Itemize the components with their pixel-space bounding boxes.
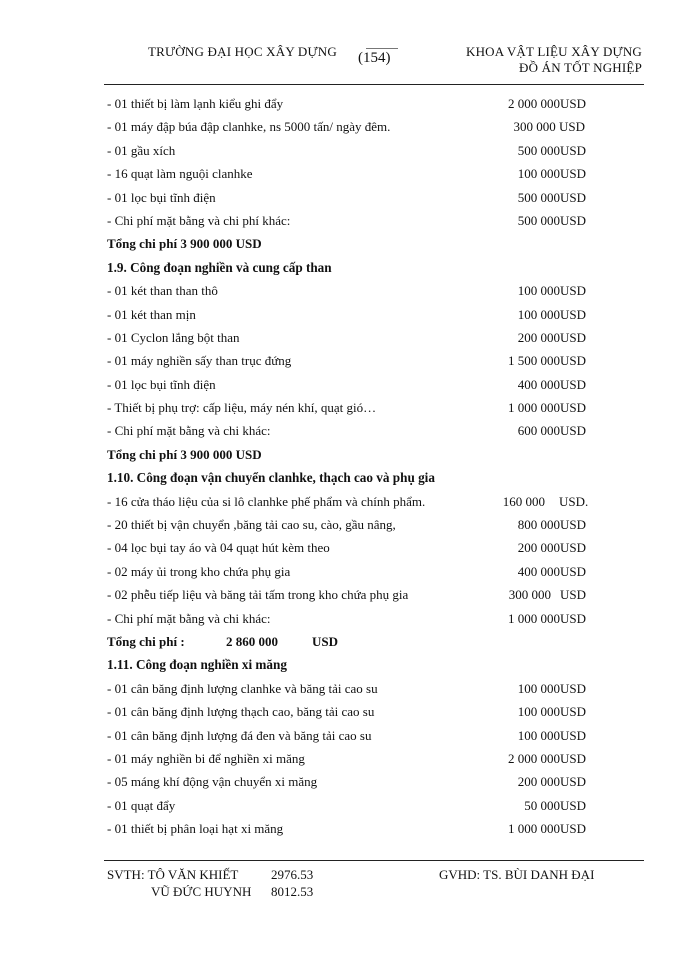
item-label: - Thiết bị phụ trợ: cấp liệu, máy nén khí, quạt gió… [107,400,377,416]
section-heading [107,653,607,676]
item-label: - 01 cân băng định lượng thạch cao, băng tải cao su [107,704,375,720]
cost-row [107,700,607,723]
cost-row [107,349,607,372]
item-label: - 01 két than than thô [107,283,218,299]
item-label: - 16 cửa tháo liệu của si lô clanhke phế phẩm và chính phẩm. [107,493,426,509]
cost-row [107,560,607,583]
item-amount: 200 000 [517,774,560,790]
item-amount: 1 500 000 [508,353,560,369]
cost-row [107,490,607,513]
item-label: - 01 Cyclon lắng bột than [107,329,240,345]
item-currency: USD [560,517,587,533]
document-body [107,92,607,841]
item-amount: 600 000 [517,423,560,439]
item-currency: USD [560,189,587,205]
item-label: - 01 thiết bị làm lạnh kiểu ghi đẩy [107,96,284,111]
page-footer [0,850,700,960]
cost-row [107,162,607,185]
student-label: SVTH: TÔ VĂN KHIẾT [107,867,239,882]
item-label: - 02 phễu tiếp liệu và băng tải tấm trong kho chứa phụ gia [107,587,409,603]
item-currency: USD [560,704,587,720]
faculty-name: KHOA VẬT LIỆU XÂY DỰNG [465,44,642,59]
page-header [0,0,700,90]
section-title: 1.10. Công đoạn vận chuyển clanhke, thạch cao và phụ gia [107,470,435,486]
item-label: - 01 két than mịn [107,306,196,322]
item-currency: USD [560,212,587,228]
student-code: 2976.53 [271,867,314,882]
item-currency: USD [560,680,587,696]
item-amount: 300 000 USD [513,119,585,135]
item-label: - 01 cân băng định lượng clanhke và băng tải cao su [107,680,378,696]
item-currency: USD [560,353,587,369]
item-currency: USD [560,423,587,439]
item-label: - Chi phí mặt bằng và chi khác: [107,423,271,439]
item-label: - 02 máy ủi trong kho chứa phụ gia [107,563,291,579]
item-currency: USD [560,797,587,813]
total-cost-currency: USD [312,633,339,649]
item-amount: 100 000 [517,704,560,720]
cost-row [107,186,607,209]
item-label: - 01 cân băng định lượng đá đen và băng tải cao su [107,727,372,743]
item-currency: USD. [559,493,589,509]
item-label: - Chi phí mặt bằng và chi phí khác: [107,212,291,228]
item-currency: USD [560,587,587,603]
item-amount: 160 000 [502,493,545,509]
item-amount: 100 000 [517,306,560,322]
cost-row [107,303,607,326]
item-currency: USD [560,610,587,626]
university-name: TRƯỜNG ĐẠI HỌC XÂY DỰNG [148,44,337,59]
item-currency: USD [560,306,587,322]
item-label: - 01 thiết bị phân loại hạt xi măng [107,821,284,837]
section-heading [107,256,607,279]
item-amount: 1 000 000 [508,610,560,626]
cost-row [107,209,607,232]
total-cost-text: Tổng chi phí 3 900 000 USD [107,236,262,252]
item-amount: 300 000 [508,587,551,603]
item-currency: USD [560,166,587,182]
item-amount: 100 000 [517,727,560,743]
cost-row [107,419,607,442]
item-label: - 01 lọc bụi tĩnh điện [107,189,216,205]
cost-row [107,115,607,138]
total-cost-label: Tổng chi phí : [107,633,185,649]
document-type: ĐỒ ÁN TỐT NGHIỆP [519,60,642,75]
item-currency: USD [560,774,587,790]
item-label: - 01 máy nghiền sấy than trục đứng [107,353,292,369]
item-amount: 500 000 [517,189,560,205]
item-currency: USD [560,750,587,766]
item-currency: USD [560,96,587,111]
item-amount: 2 000 000 [508,750,560,766]
item-label: - 01 máy nghiền bi để nghiền xi măng [107,750,305,766]
cost-row [107,817,607,840]
total-cost [107,232,607,255]
item-amount: 100 000 [517,283,560,299]
item-amount: 500 000 [517,142,560,158]
total-cost-amount: 2 860 000 [226,633,278,649]
cost-row [107,513,607,536]
item-amount: 400 000 [517,376,560,392]
header-divider [104,84,644,85]
cost-row [107,139,607,162]
page-number: (154) [358,50,391,66]
page-number-rule [366,48,398,49]
student-name-2: VŨ ĐỨC HUYNH [151,884,252,899]
item-label: - 20 thiết bị vận chuyển ,băng tải cao su, cào, gầu nâng, [107,517,396,533]
item-amount: 1 000 000 [508,400,560,416]
item-currency: USD [560,142,587,158]
cost-row [107,794,607,817]
cost-row [107,724,607,747]
cost-row [107,607,607,630]
supervisor: GVHD: TS. BÙI DANH ĐẠI [439,867,595,882]
cost-row [107,279,607,302]
cost-row [107,583,607,606]
item-amount: 100 000 [517,166,560,182]
item-label: - 01 lọc bụi tĩnh điện [107,376,216,392]
item-currency: USD [560,727,587,743]
item-amount: 2 000 000 [508,96,560,111]
item-amount: 800 000 [517,517,560,533]
item-amount: 200 000 [517,540,560,556]
total-cost [107,630,607,653]
item-currency: USD [560,563,587,579]
item-label: - 01 gầu xích [107,142,176,158]
total-cost-text: Tổng chi phí 3 900 000 USD [107,446,262,462]
item-amount: 400 000 [517,563,560,579]
item-amount: 500 000 [517,212,560,228]
cost-row [107,326,607,349]
total-cost [107,443,607,466]
cost-row [107,677,607,700]
item-currency: USD [560,400,587,416]
item-label: - 16 quạt làm nguội clanhke [107,166,253,182]
cost-row [107,747,607,770]
item-currency: USD [560,283,587,299]
item-label: - Chi phí mặt bằng và chi khác: [107,610,271,626]
cost-row [107,770,607,793]
item-amount: 1 000 000 [508,821,560,837]
item-amount: 100 000 [517,680,560,696]
section-heading [107,466,607,489]
item-currency: USD [560,376,587,392]
section-title: 1.9. Công đoạn nghiền và cung cấp than [107,259,332,275]
item-amount: 50 000 [524,797,560,813]
section-title: 1.11. Công đoạn nghiền xi măng [107,657,287,673]
item-label: - 01 quạt đẩy [107,797,176,813]
item-label: - 04 lọc bụi tay áo và 04 quạt hút kèm theo [107,540,330,556]
footer-divider [104,860,644,861]
student-code-2: 8012.53 [271,884,314,899]
item-currency: USD [560,329,587,345]
cost-row [107,396,607,419]
item-currency: USD [560,821,587,837]
item-amount: 200 000 [517,329,560,345]
item-currency: USD [560,540,587,556]
item-label: - 05 máng khí động vận chuyển xi măng [107,774,318,790]
item-label: - 01 máy đập búa đập clanhke, ns 5000 tấn/ ngày đêm. [107,119,391,135]
cost-row [107,373,607,396]
cost-row [107,92,607,115]
cost-row [107,536,607,559]
